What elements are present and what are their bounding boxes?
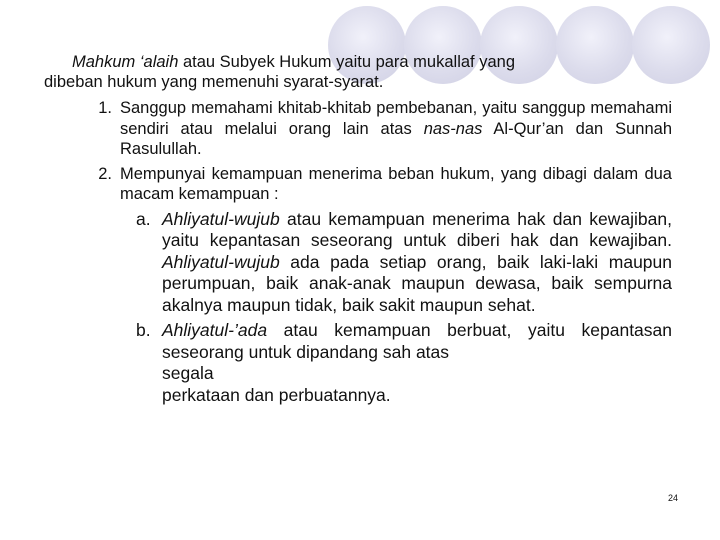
list-item-italic-term: nas-nas	[423, 119, 483, 138]
list-item-text-part: Al-Qur’an dan Sunnah Rasulullah.	[120, 119, 673, 158]
sublist-item	[44, 320, 672, 406]
sublist-item	[44, 209, 672, 317]
intro-line2-text: dibeban hukum yang memenuhi syarat-syarat.	[44, 73, 384, 91]
sublist-marker: b.	[136, 320, 151, 340]
sublist-italic-term: Ahliyatul-wujub	[162, 208, 280, 229]
sublist-item-text	[162, 320, 672, 406]
list-item-text	[120, 98, 672, 160]
list-item	[44, 98, 672, 160]
sublist-text-part: segala	[162, 363, 214, 383]
list-item-text: Mempunyai kemampuan menerima beban hukum, yang dibagi dalam dua macam kemampuan :	[120, 164, 672, 203]
list-marker: 2.	[98, 164, 112, 183]
intro-term: Mahkum ‘alaih	[72, 53, 179, 71]
sublist-text-part: atau kemampuan menerima hak dan kewajiban, yaitu kepantasan seseorang untuk diberi hak dan kewajiban.	[162, 208, 672, 250]
sublist-text-part: atau kemampuan berbuat, yaitu kepantasan seseorang untuk dipandang sah atas	[162, 320, 672, 362]
numbered-list	[44, 98, 672, 205]
sublist-marker: a.	[136, 208, 151, 229]
sublist-text-part: ada pada setiap orang, baik laki-laki maupun perumpuan, baik anak-anak maupun dewasa, baik sempurna akalnya maupun tidak, baik sakit maupun sehat.	[162, 251, 672, 315]
intro-paragraph	[44, 52, 672, 72]
sublist-italic-term: Ahliyatul-’ada	[162, 320, 268, 340]
sublist-italic-term: Ahliyatul-wujub	[162, 251, 280, 272]
intro-line1-text: atau Subyek Hukum yaitu para mukallaf yang	[178, 53, 515, 71]
list-item	[44, 164, 672, 205]
page-number: 24	[667, 493, 678, 503]
list-item-text-part: Sanggup memahami khitab-khitab pembebanan, yaitu sanggup memahami sendiri atau melalui orang lain atas	[120, 99, 672, 138]
list-marker: 1.	[98, 99, 112, 117]
slide-content	[44, 52, 672, 410]
sublist-item-text	[162, 209, 672, 317]
lettered-sublist	[44, 209, 672, 407]
intro-paragraph-continued	[44, 72, 672, 92]
sublist-text-part: perkataan dan perbuatannya.	[162, 384, 391, 405]
